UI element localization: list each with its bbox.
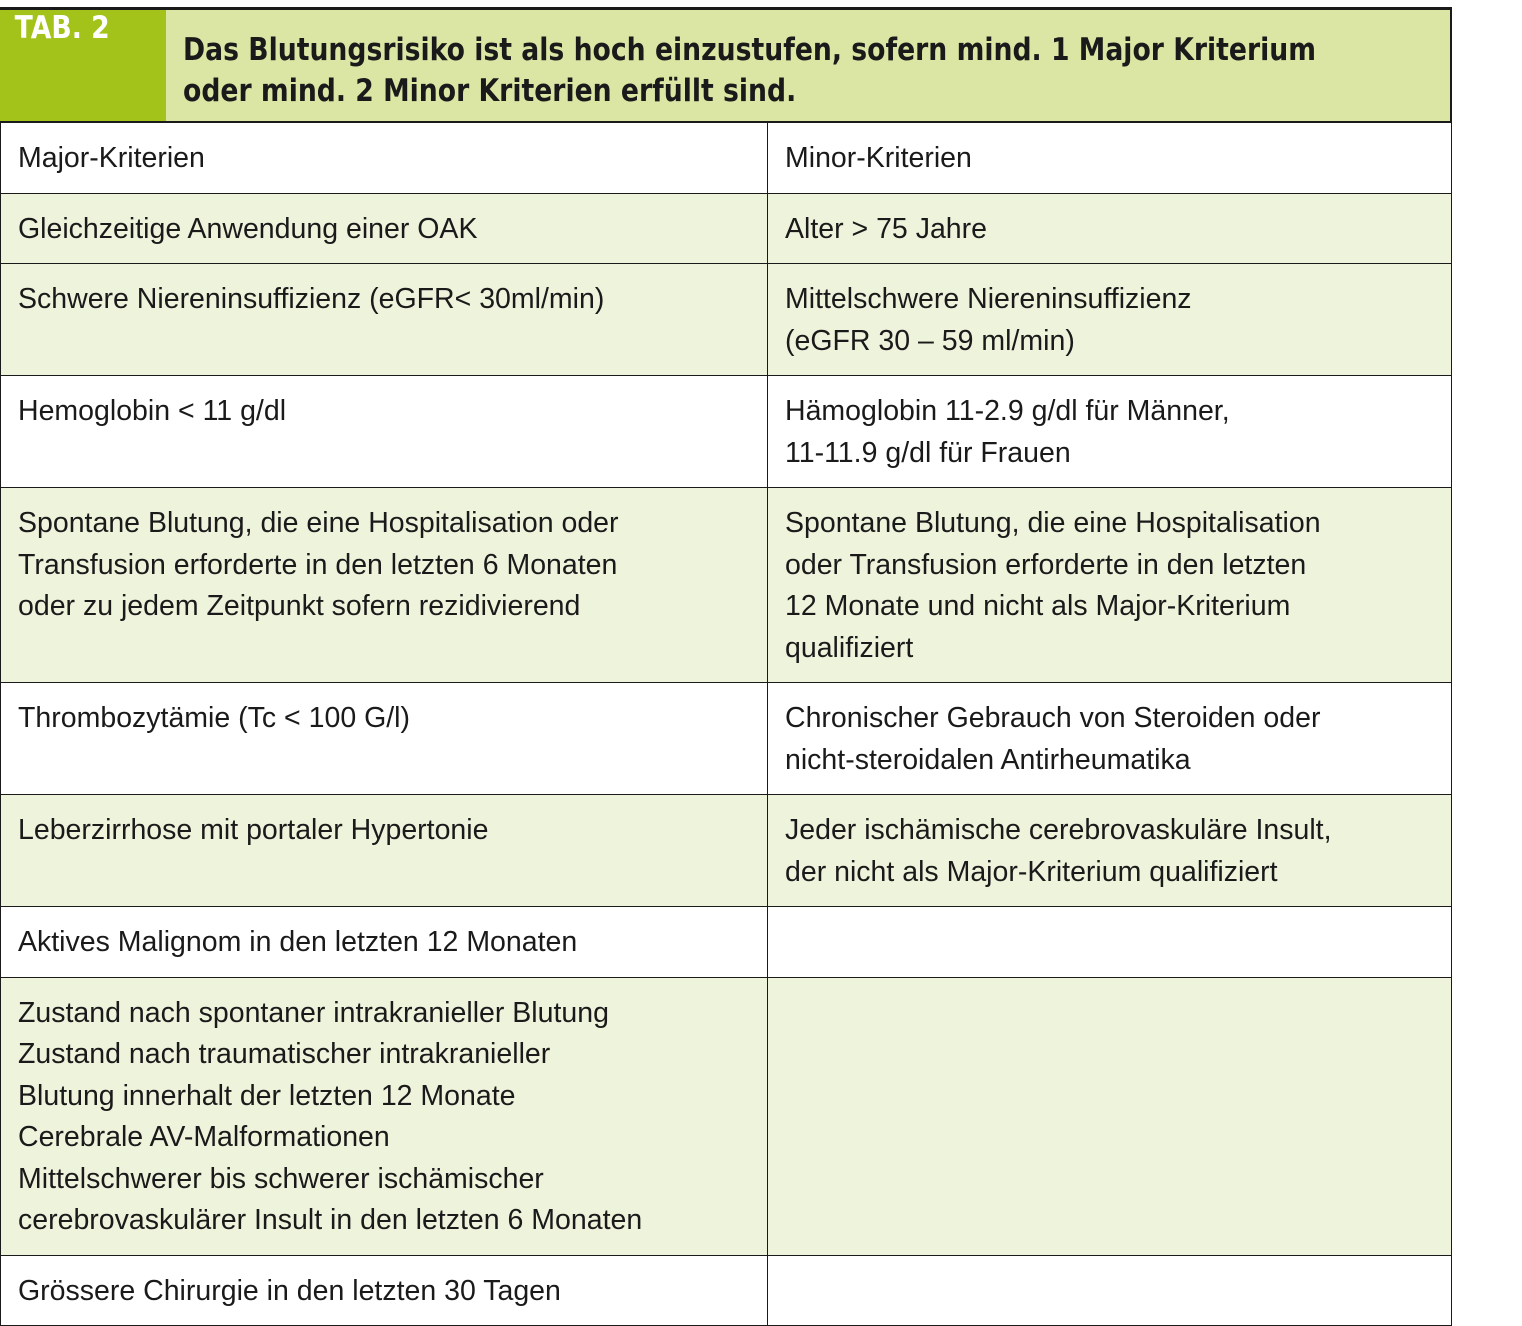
major-criterion-cell (1, 977, 768, 1255)
minor-criterion-line: Chronischer Gebrauch von Steroiden oder (785, 702, 1321, 734)
criteria-table (0, 7, 1452, 1326)
minor-criterion-line: 12 Monate und nicht als Major-Kriterium (785, 590, 1291, 622)
table-row (1, 1255, 1452, 1326)
major-criterion-line: oder zu jedem Zeitpunkt sofern rezidivierend (18, 590, 581, 622)
minor-criterion-cell (768, 683, 1452, 795)
minor-criterion-line: Hämoglobin 11-2.9 g/dl für Männer, (785, 395, 1230, 427)
major-criterion-cell (1, 795, 768, 907)
table-row (1, 977, 1452, 1255)
major-criterion-line: Aktives Malignom in den letzten 12 Monaten (18, 926, 578, 958)
tab-label-box (0, 10, 166, 121)
minor-criterion-line: Mittelschwere Niereninsuffizienz (785, 283, 1192, 315)
major-criterion-cell (1, 488, 768, 683)
table-row (1, 193, 1452, 264)
table-row (1, 795, 1452, 907)
minor-criterion-cell (768, 488, 1452, 683)
minor-criterion-cell (768, 795, 1452, 907)
major-criterion-line: Mittelschwerer bis schwerer ischämischer (18, 1162, 544, 1195)
column-header-row (1, 123, 1452, 193)
major-criterion-line: Schwere Niereninsuffizienz (eGFR< 30ml/min) (18, 283, 605, 315)
table-row (1, 907, 1452, 978)
major-criterion-cell (1, 907, 768, 978)
major-criterion-cell (1, 264, 768, 376)
minor-criterion-line: Jeder ischämische cerebrovaskuläre Insult, (785, 814, 1332, 846)
major-criterion-line: Grössere Chirurgie in den letzten 30 Tagen (18, 1274, 561, 1307)
minor-criterion-line: der nicht als Major-Kriterium qualifiziert (785, 855, 1278, 888)
major-criterion-cell (1, 193, 768, 264)
minor-criterion-line: qualifiziert (785, 631, 914, 664)
major-criterion-line: Blutung innerhalt der letzten 12 Monate (18, 1079, 516, 1112)
table-header (0, 7, 1452, 123)
major-criterion-cell (1, 1255, 768, 1326)
minor-criterion-cell (768, 1255, 1452, 1326)
major-criterion-cell (1, 683, 768, 795)
minor-criterion-cell (768, 376, 1452, 488)
column-header-minor: Minor-Kriterien (768, 123, 1452, 193)
major-criterion-line: Gleichzeitige Anwendung einer OAK (18, 212, 478, 245)
major-criterion-line: cerebrovaskulärer Insult in den letzten 6 Monaten (18, 1204, 643, 1236)
minor-criterion-line: oder Transfusion erforderte in den letzten (785, 548, 1307, 581)
minor-criterion-cell (768, 193, 1452, 264)
table-title-line-1: Das Blutungsrisiko ist als hoch einzustufen, sofern mind. 1 Major Kriterium (183, 32, 1317, 68)
table-row (1, 264, 1452, 376)
major-criterion-line: Leberzirrhose mit portaler Hypertonie (18, 814, 489, 846)
minor-criterion-line: 11-11.9 g/dl für Frauen (785, 436, 1071, 469)
minor-criterion-line: Alter > 75 Jahre (785, 212, 987, 245)
major-criterion-line: Cerebrale AV-Malformationen (18, 1121, 390, 1153)
major-criterion-line: Zustand nach traumatischer intrakranieller (18, 1038, 551, 1070)
tab-label: TAB. 2 (0, 10, 143, 60)
minor-criterion-line: (eGFR 30 – 59 ml/min) (785, 324, 1075, 357)
major-criterion-line: Transfusion erforderte in den letzten 6 Monaten (18, 548, 618, 581)
major-criterion-line: Thrombozytämie (Tc < 100 G/l) (18, 702, 411, 734)
minor-criterion-cell (768, 907, 1452, 978)
table-title (166, 10, 1450, 121)
minor-criterion-line: nicht-steroidalen Antirheumatika (785, 743, 1191, 776)
major-criterion-line: Zustand nach spontaner intrakranieller Blutung (18, 996, 609, 1029)
column-header-major: Major-Kriterien (1, 123, 768, 193)
minor-criterion-line: Spontane Blutung, die eine Hospitalisation (785, 507, 1321, 539)
table-title-line-2: oder mind. 2 Minor Kriterien erfüllt sind. (183, 73, 797, 109)
major-criterion-line: Spontane Blutung, die eine Hospitalisation oder (18, 507, 619, 539)
table-row (1, 683, 1452, 795)
criteria-grid (0, 123, 1452, 1326)
minor-criterion-cell (768, 977, 1452, 1255)
minor-criterion-cell (768, 264, 1452, 376)
major-criterion-cell (1, 376, 768, 488)
table-row (1, 488, 1452, 683)
major-criterion-line: Hemoglobin < 11 g/dl (18, 395, 287, 427)
table-row (1, 376, 1452, 488)
